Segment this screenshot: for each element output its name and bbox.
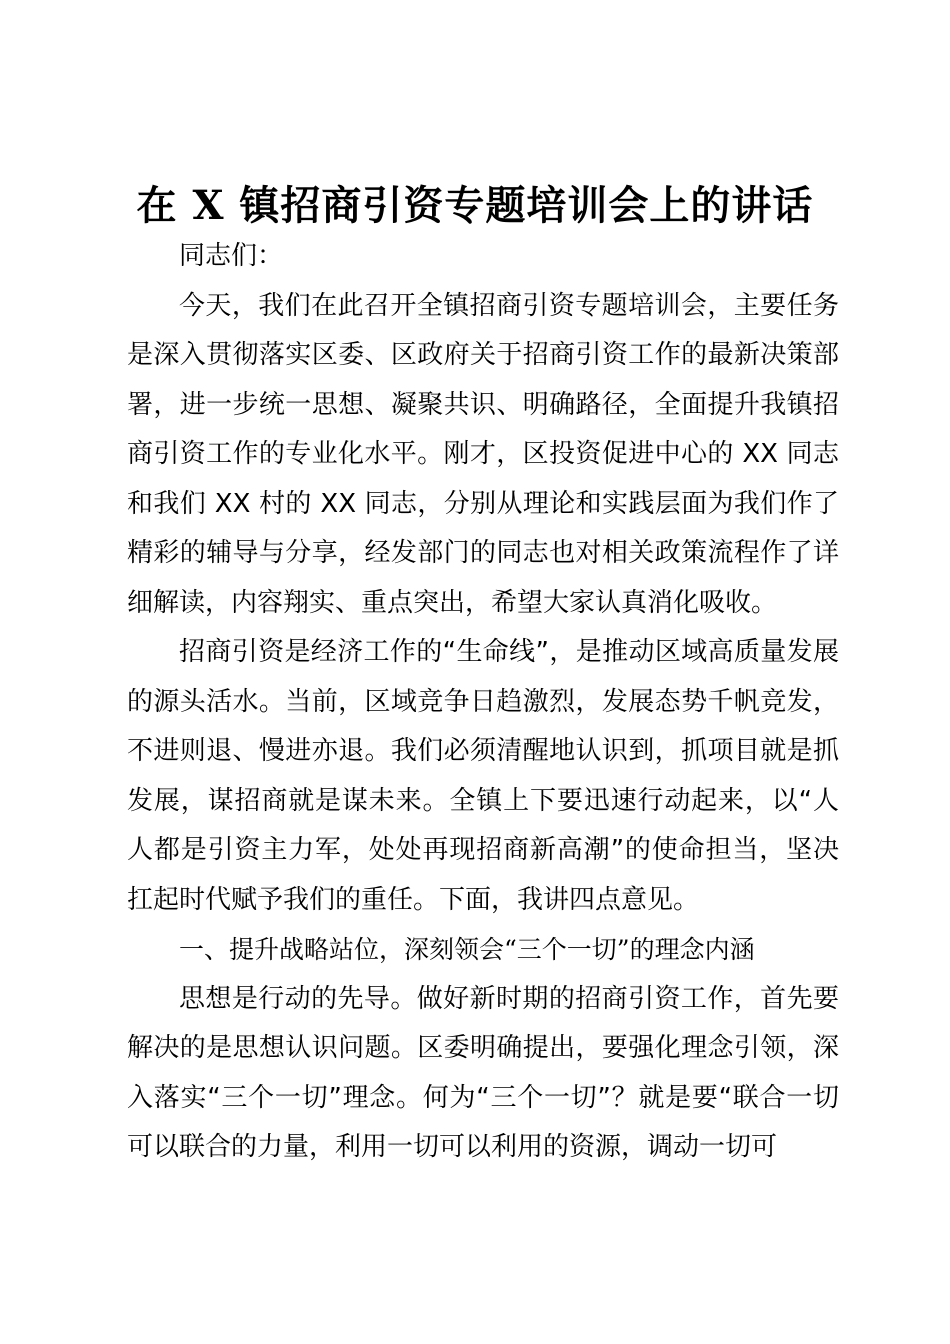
salutation: 同志们：: [179, 241, 284, 271]
section-heading-1: 一、提升战略站位，深刻领会“三个一切”的理念内涵: [179, 935, 755, 964]
paragraph-section-1: 思想是行动的先导。做好新时期的招商引资工作，首先要解决的是思想认识问题。区委明确提出，要强化理念引领，深入落实“三个一切”理念。何为“三个一切”？就是要“联合一切可以联合的力量，利用一切可以利用的资源，调动一切可: [127, 983, 839, 1162]
document-body: [127, 232, 839, 1173]
paragraph-opening: 今天，我们在此召开全镇招商引资专题培训会，主要任务是深入贯彻落实区委、区政府关于招商引资工作的最新决策部署，进一步统一思想、凝聚共识、明确路径，全面提升我镇招商引资工作的专业化水平。刚才，区投资促进中心的 XX 同志和我们 XX 村的 XX 同志，分别从理论和实践层面为我们作了精彩的辅导与分享，经发部门的同志也对相关政策流程作了详细解读，内容翔实、重点突出，希望大家认真消化吸收。: [127, 290, 839, 618]
paragraph-importance: 招商引资是经济工作的“生命线”，是推动区域高质量发展的源头活水。当前，区域竞争日趋激烈，发展态势千帆竞发，不进则退、慢进亦退。我们必须清醒地认识到，抓项目就是抓发展，谋招商就是谋未来。全镇上下要迅速行动起来，以“人人都是引资主力军，处处再现招商新高潮”的使命担当，坚决扛起时代赋予我们的重任。下面，我讲四点意见。: [127, 637, 839, 915]
document-title: 在 X 镇招商引资专题培训会上的讲话: [136, 182, 814, 229]
